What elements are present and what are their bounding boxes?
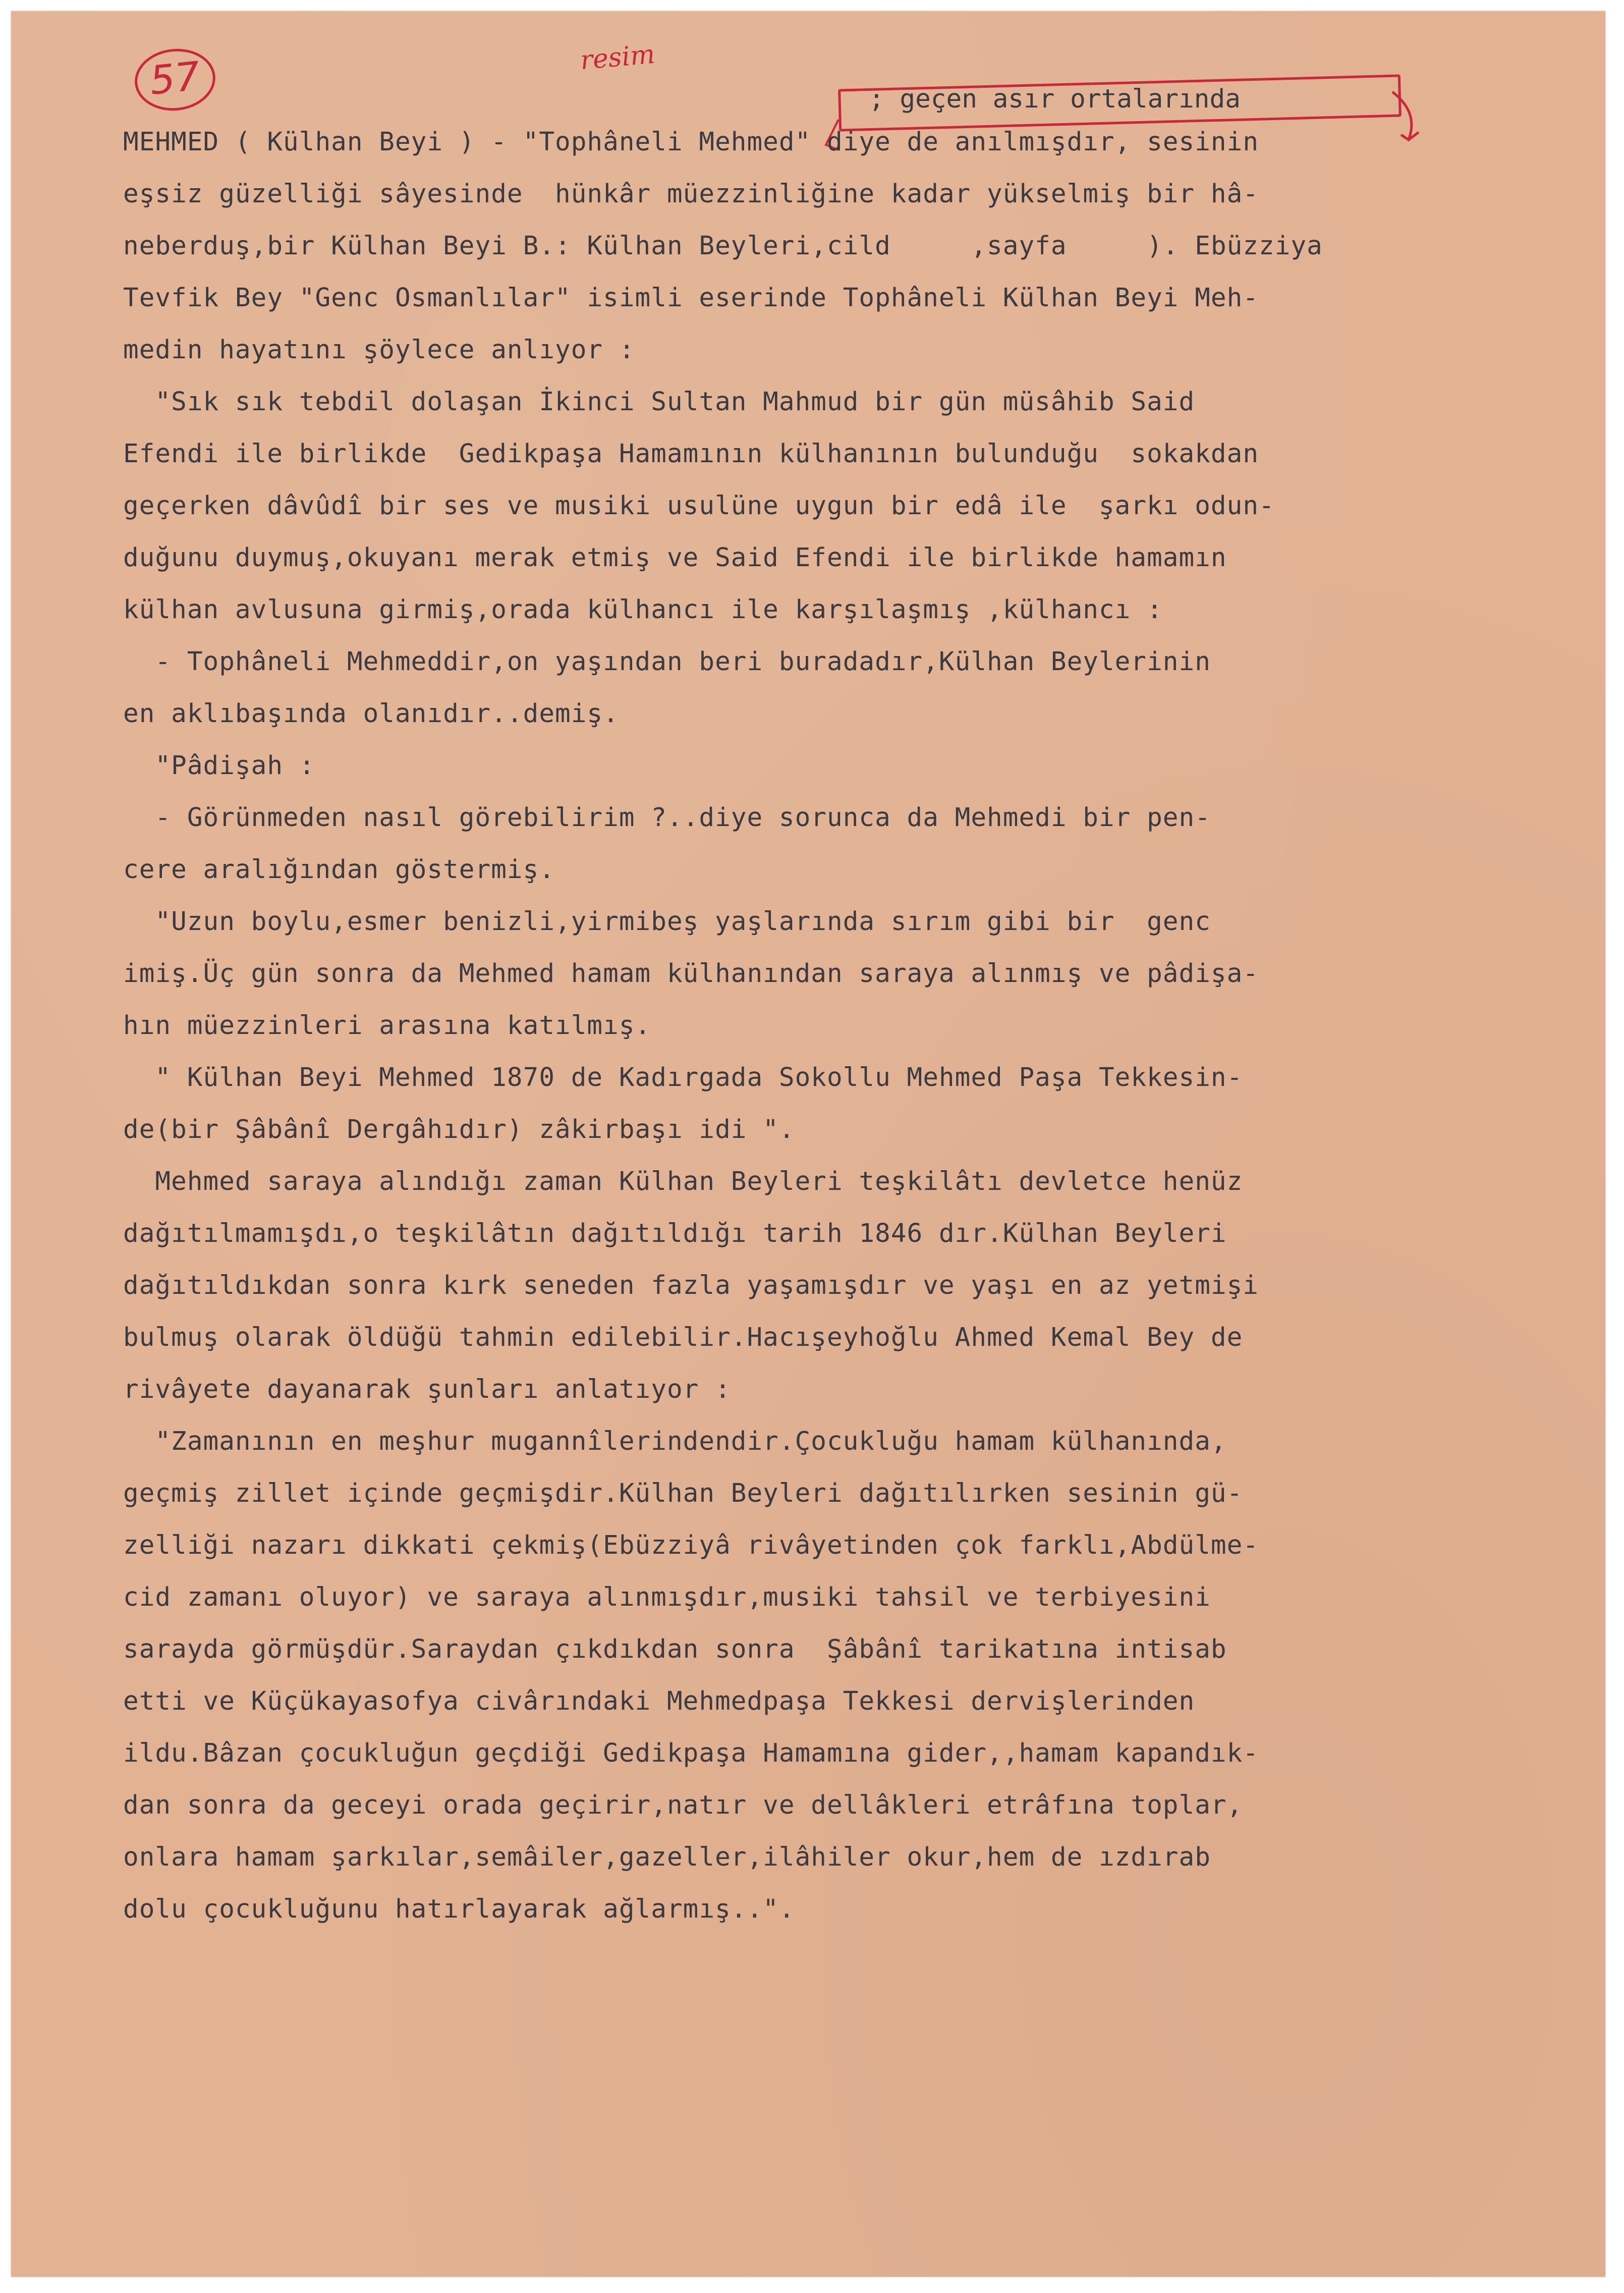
- text-line: imiş.Üç gün sonra da Mehmed hamam külhanından saraya alınmış ve pâdişa-: [123, 959, 1259, 989]
- text-line: dolu çocukluğunu hatırlayarak ağlarmış..".: [123, 1894, 795, 1924]
- page-number-circle: 57: [132, 45, 218, 115]
- text-line: dağıtıldıkdan sonra kırk seneden fazla yaşamışdır ve yaşı en az yetmişi: [123, 1271, 1259, 1300]
- text-line: " Külhan Beyi Mehmed 1870 de Kadırgada Sokollu Mehmed Paşa Tekkesin-: [123, 1063, 1243, 1093]
- text-line: cere aralığından göstermiş.: [123, 855, 555, 885]
- text-line: medin hayatını şöylece anlıyor :: [123, 335, 635, 365]
- text-line: bulmuş olarak öldüğü tahmin edilebilir.Hacışeyhoğlu Ahmed Kemal Bey de: [123, 1323, 1243, 1352]
- text-line: cid zamanı oluyor) ve saraya alınmışdır,musiki tahsil ve terbiyesini: [123, 1582, 1211, 1612]
- text-line: geçmiş zillet içinde geçmişdir.Külhan Beyleri dağıtılırken sesinin gü-: [123, 1479, 1243, 1508]
- text-line: ildu.Bâzan çocukluğun geçdiği Gedikpaşa Hamamına gider,,hamam kapandık-: [123, 1738, 1259, 1768]
- document-page: [11, 11, 1605, 2277]
- text-line: "Pâdişah :: [123, 751, 315, 781]
- text-line: - Tophâneli Mehmeddir,on yaşından beri buradadır,Külhan Beylerinin: [123, 647, 1211, 677]
- text-line: etti ve Küçükayasofya civârındaki Mehmedpaşa Tekkesi dervişlerinden: [123, 1686, 1195, 1716]
- text-line: "Sık sık tebdil dolaşan İkinci Sultan Mahmud bir gün müsâhib Said: [123, 387, 1195, 417]
- text-line: - Görünmeden nasıl görebilirim ?..diye sorunca da Mehmedi bir pen-: [123, 803, 1211, 833]
- text-line: rivâyete dayanarak şunları anlatıyor :: [123, 1375, 731, 1404]
- text-line: külhan avlusuna girmiş,orada külhancı ile karşılaşmış ,külhancı :: [123, 595, 1163, 625]
- text-line: en aklıbaşında olanıdır..demiş.: [123, 699, 619, 729]
- margin-note: resim: [579, 39, 656, 76]
- text-line: onlara hamam şarkılar,semâiler,gazeller,ilâhiler okur,hem de ızdırab: [123, 1842, 1211, 1872]
- insertion-text: ; geçen asır ortalarında: [869, 84, 1241, 114]
- text-line: zelliği nazarı dikkati çekmiş(Ebüzziyâ rivâyetinden çok farklı,Abdülme-: [123, 1531, 1259, 1560]
- text-line: hın müezzinleri arasına katılmış.: [123, 1011, 651, 1041]
- text-line: eşsiz güzelliği sâyesinde hünkâr müezzinliğine kadar yükselmiş bir hâ-: [123, 179, 1259, 209]
- text-line: Efendi ile birlikde Gedikpaşa Hamamının külhanının bulunduğu sokakdan: [123, 439, 1259, 469]
- text-line: dan sonra da geceyi orada geçirir,natır ve dellâkleri etrâfına toplar,: [123, 1790, 1243, 1820]
- text-line: dağıtılmamışdı,o teşkilâtın dağıtıldığı tarih 1846 dır.Külhan Beyleri: [123, 1219, 1227, 1248]
- text-line: "Zamanının en meşhur mugannîlerindendir.Çocukluğu hamam külhanında,: [123, 1427, 1227, 1456]
- text-line: "Uzun boylu,esmer benizli,yirmibeş yaşlarında sırım gibi bir genc: [123, 907, 1211, 937]
- text-line: duğunu duymuş,okuyanı merak etmiş ve Said Efendi ile birlikde hamamın: [123, 543, 1227, 573]
- text-line: MEHMED ( Külhan Beyi ) - "Tophâneli Mehmed" diye de anılmışdır, sesinin: [123, 127, 1259, 157]
- text-line: Tevfik Bey "Genc Osmanlılar" isimli eserinde Tophâneli Külhan Beyi Meh-: [123, 283, 1259, 313]
- text-line: neberduş,bir Külhan Beyi B.: Külhan Beyleri,cild ,sayfa ). Ebüzziya: [123, 231, 1323, 261]
- text-line: de(bir Şâbânî Dergâhıdır) zâkirbaşı idi ".: [123, 1115, 795, 1144]
- typed-body: [11, 11, 1605, 2277]
- text-line: sarayda görmüşdür.Saraydan çıkdıkdan sonra Şâbânî tarikatına intisab: [123, 1634, 1227, 1664]
- text-line: Mehmed saraya alındığı zaman Külhan Beyleri teşkilâtı devletce henüz: [123, 1167, 1243, 1196]
- text-line: geçerken dâvûdî bir ses ve musiki usulüne uygun bir edâ ile şarkı odun-: [123, 491, 1275, 521]
